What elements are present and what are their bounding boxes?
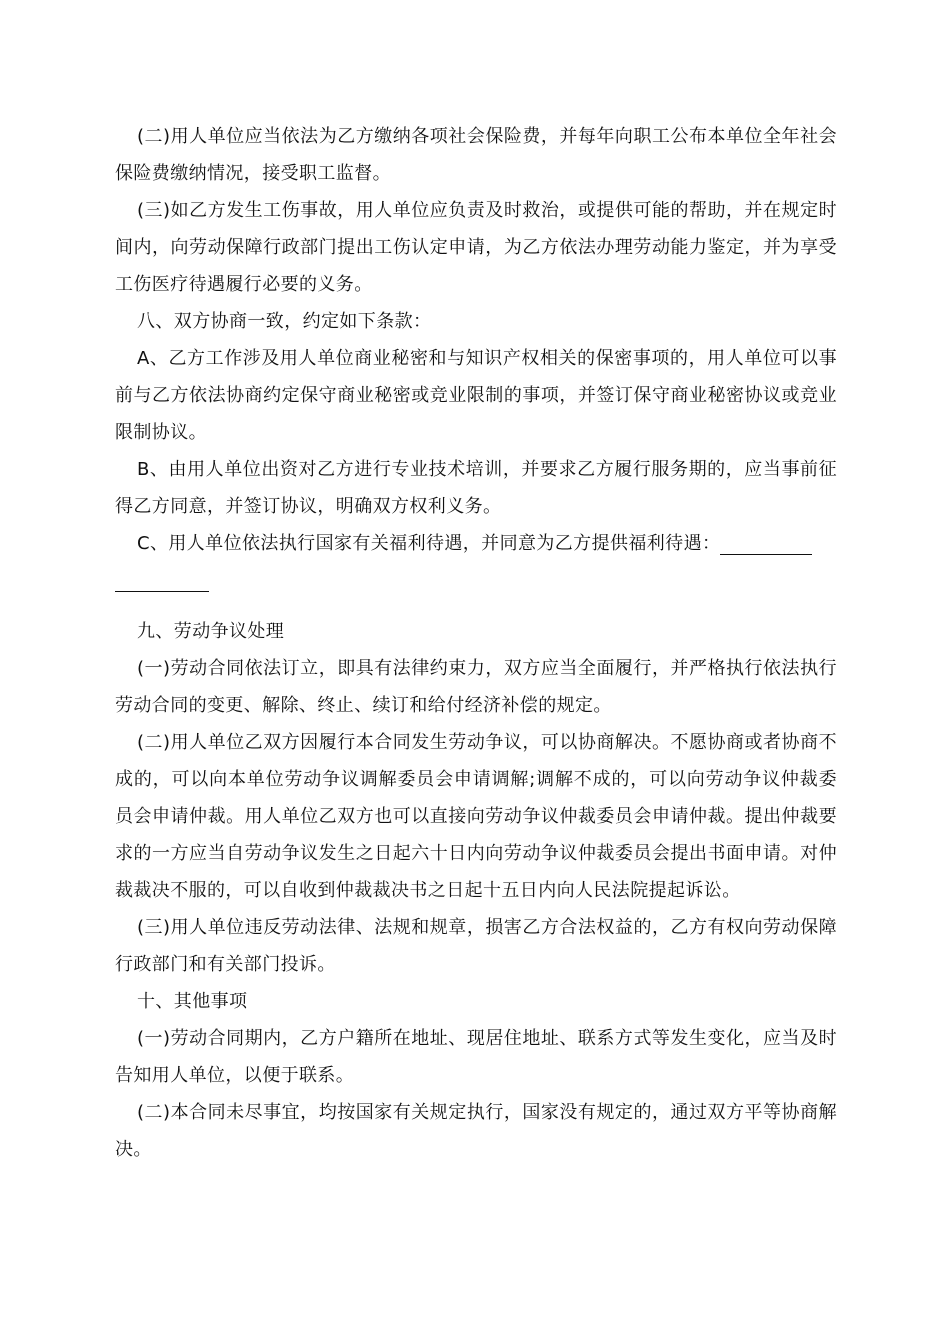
section-heading-9: 九、劳动争议处理 — [137, 621, 285, 642]
paragraph-7-2: (二)用人单位应当依法为乙方缴纳各项社会保险费，并每年向职工公布本单位全年社会保险费缴纳情况，接受职工监督。 — [115, 126, 837, 184]
paragraph-7-3: (三)如乙方发生工伤事故，用人单位应负责及时救治，或提供可能的帮助，并在规定时间内，向劳动保障行政部门提出工伤认定申请，为乙方依法办理劳动能力鉴定，并为享受工伤医疗待遇履行必要的义务。 — [115, 200, 837, 295]
paragraph-10-2: (二)本合同未尽事宜，均按国家有关规定执行，国家没有规定的，通过双方平等协商解决。 — [115, 1102, 837, 1160]
document-page — [115, 118, 837, 1168]
fill-in-blank-line — [720, 534, 812, 555]
fill-in-blank-continuation — [115, 562, 837, 599]
paragraph-10-1: (一)劳动合同期内，乙方户籍所在地址、现居住地址、联系方式等发生变化，应当及时告知用人单位，以便于联系。 — [115, 1028, 837, 1086]
paragraph-8-c-text: C、用人单位依法执行国家有关福利待遇，并同意为乙方提供福利待遇： — [137, 533, 721, 554]
paragraph-8-a: A、乙方工作涉及用人单位商业秘密和与知识产权相关的保密事项的，用人单位可以事前与乙方依法协商约定保守商业秘密或竞业限制的事项，并签订保守商业秘密协议或竞业限制协议。 — [115, 348, 837, 443]
blank-underline — [115, 571, 209, 592]
paragraph-8-c — [115, 525, 837, 562]
section-heading-8: 八、双方协商一致，约定如下条款： — [137, 311, 432, 332]
paragraph-8-b: B、由用人单位出资对乙方进行专业技术培训，并要求乙方履行服务期的，应当事前征得乙方同意，并签订协议，明确双方权利义务。 — [115, 459, 837, 517]
paragraph-9-1: (一)劳动合同依法订立，即具有法律约束力，双方应当全面履行，并严格执行依法执行劳动合同的变更、解除、终止、续订和给付经济补偿的规定。 — [115, 658, 837, 716]
paragraph-9-3: (三)用人单位违反劳动法律、法规和规章，损害乙方合法权益的，乙方有权向劳动保障行政部门和有关部门投诉。 — [115, 917, 837, 975]
spacer — [115, 599, 837, 613]
section-heading-10: 十、其他事项 — [137, 991, 248, 1012]
paragraph-9-2: (二)用人单位乙双方因履行本合同发生劳动争议，可以协商解决。不愿协商或者协商不成的，可以向本单位劳动争议调解委员会申请调解;调解不成的，可以向劳动争议仲裁委员会申请仲裁。用人单位乙双方也可以直接向劳动争议仲裁委员会申请仲裁。提出仲裁要求的一方应当自劳动争议发生之日起六十日内向劳动争议仲裁委员会提出书面申请。对仲裁裁决不服的，可以自收到仲裁裁决书之日起十五日内向人民法院提起诉讼。 — [115, 732, 837, 901]
